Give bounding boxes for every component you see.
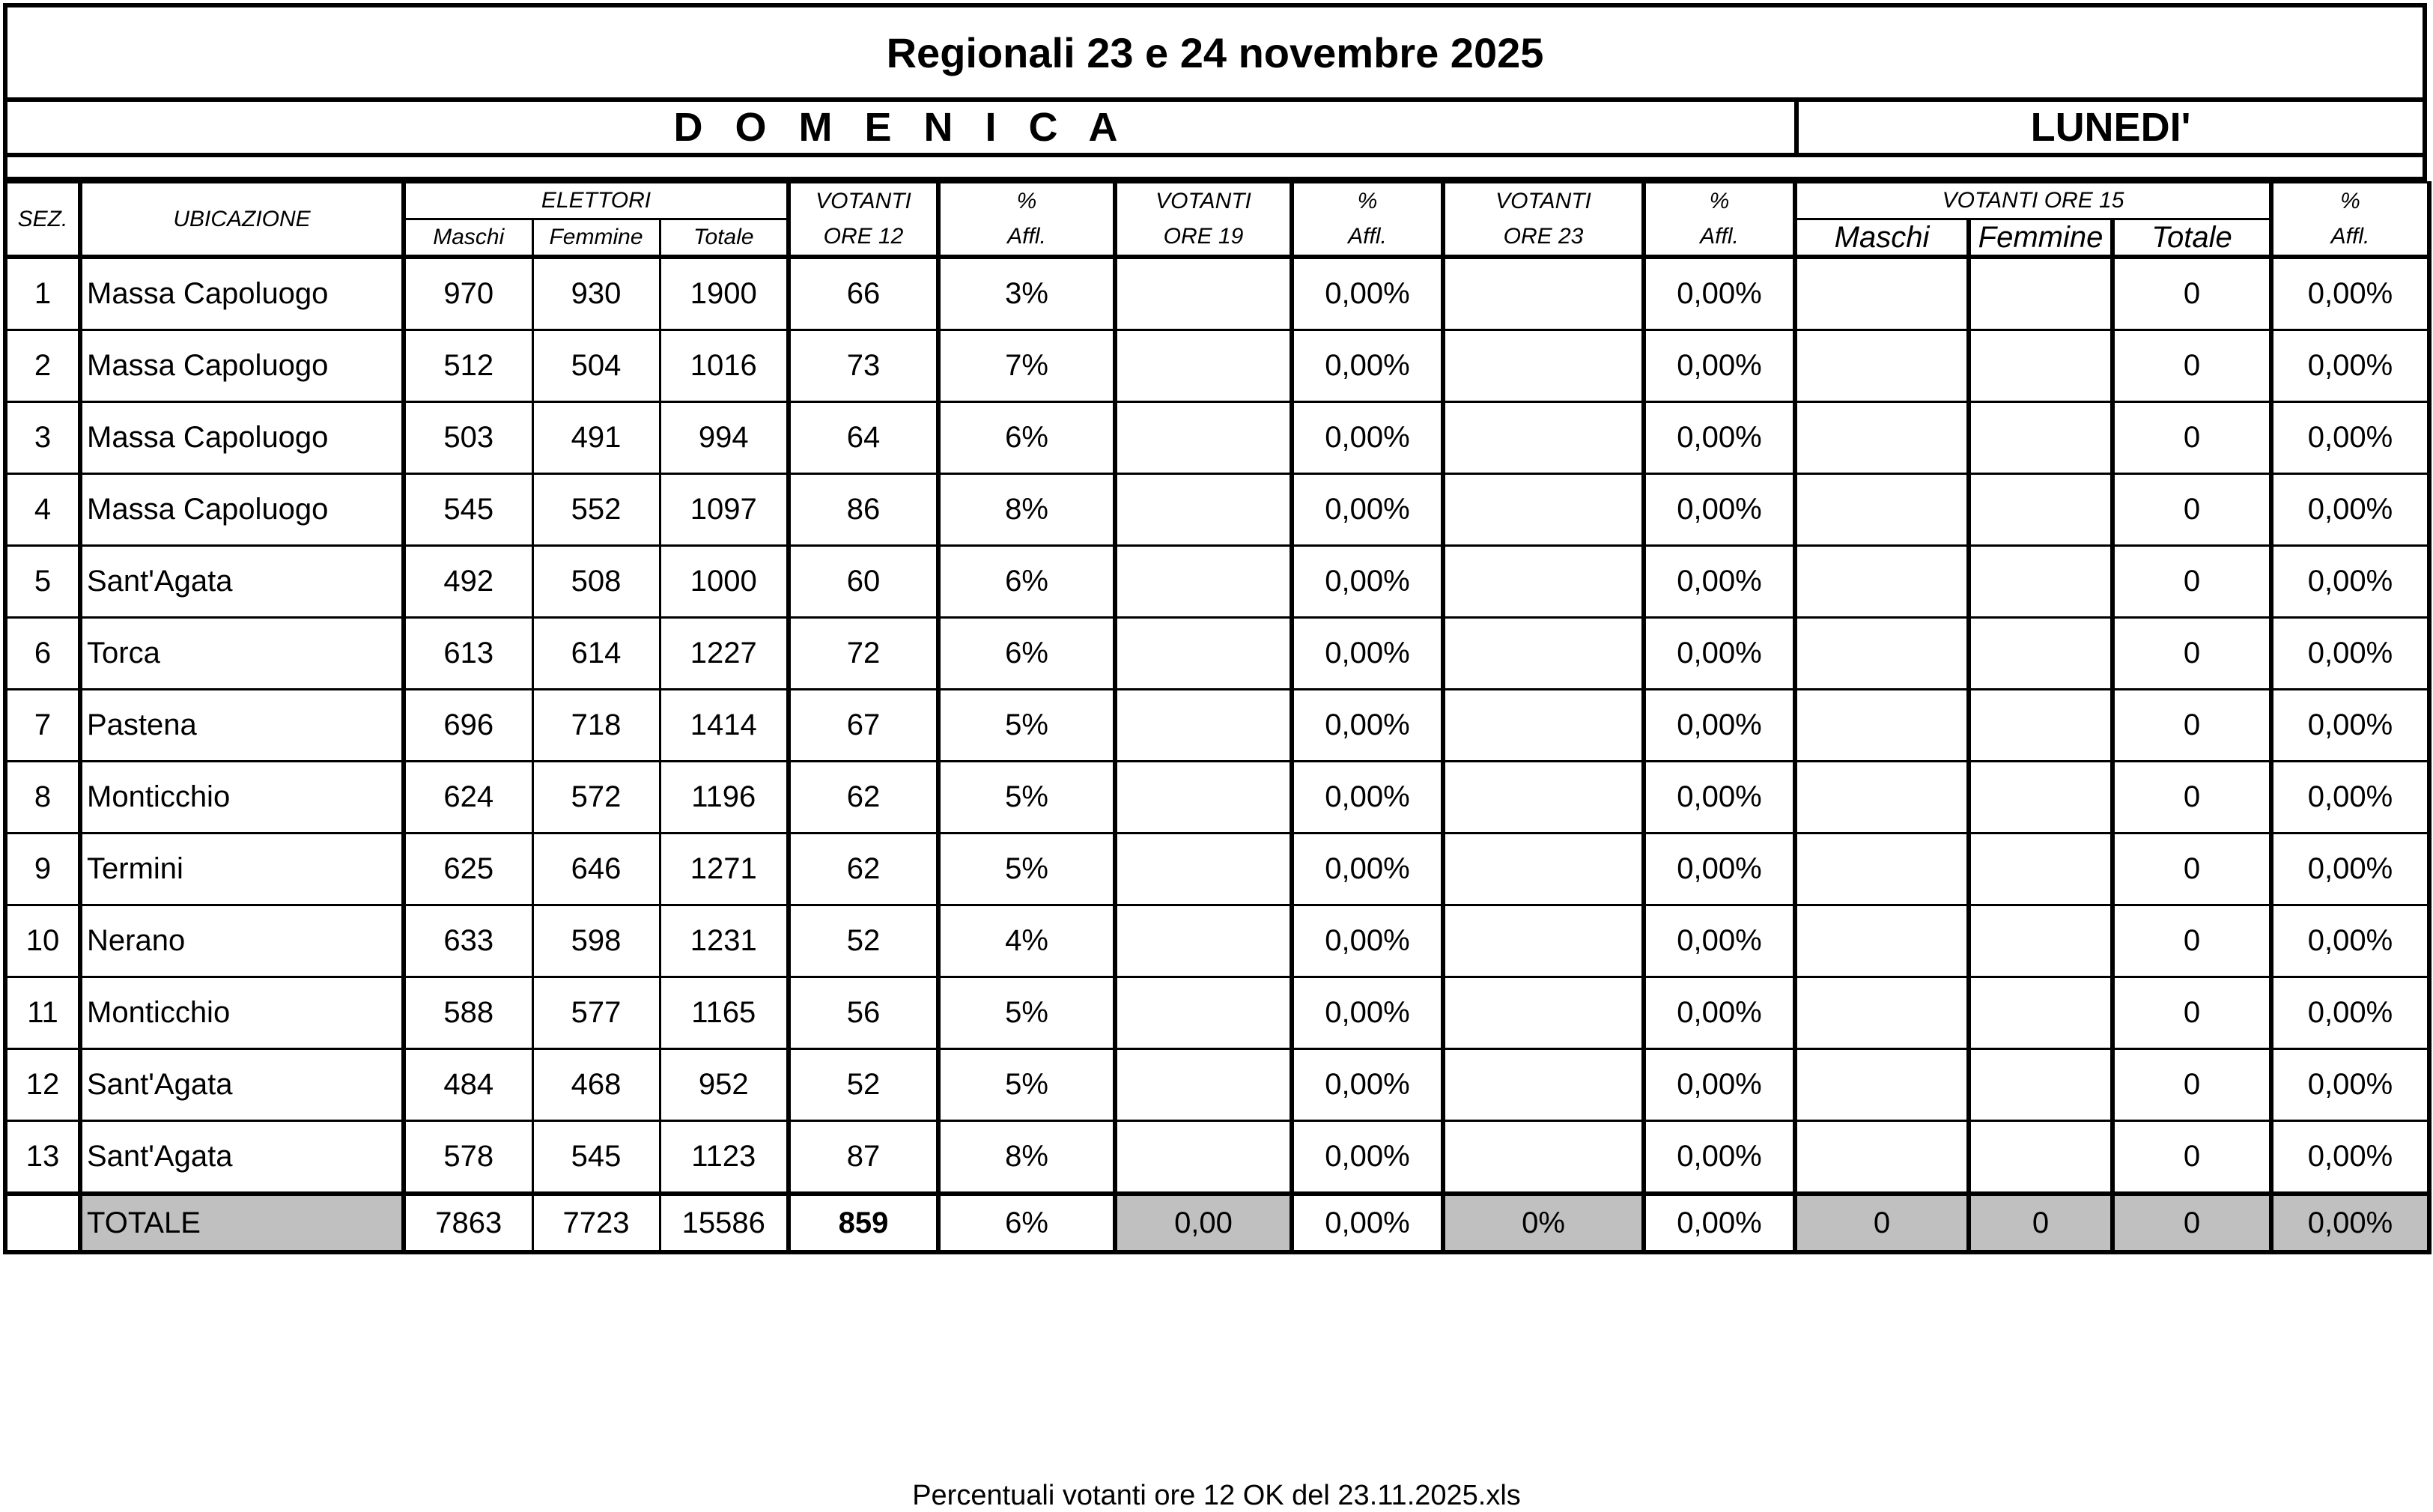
cell-total-pct-19: 0,00%	[1292, 1194, 1443, 1252]
cell-lunedi-totale: 0	[2112, 977, 2271, 1049]
cell-pct-19: 0,00%	[1292, 834, 1443, 905]
cell-sez: 7	[5, 690, 80, 762]
cell-ubicazione: Sant'Agata	[80, 1121, 404, 1194]
cell-total-label: TOTALE	[80, 1194, 404, 1252]
cell-lunedi-femmine	[1969, 618, 2112, 690]
cell-lunedi-femmine	[1969, 474, 2112, 546]
cell-pct-12: 6%	[938, 546, 1115, 618]
header-maschi: Maschi	[404, 219, 532, 258]
table-row	[5, 905, 2429, 977]
cell-lunedi-maschi	[1795, 1049, 1969, 1121]
footer-filename: Percentuali votanti ore 12 OK del 23.11.2025.xls	[912, 1480, 1521, 1511]
cell-pct-12: 8%	[938, 474, 1115, 546]
cell-votanti-23	[1443, 618, 1644, 690]
cell-pct-lunedi: 0,00%	[2271, 762, 2429, 834]
cell-maschi: 696	[404, 690, 532, 762]
cell-totale: 952	[660, 1049, 789, 1121]
cell-lunedi-femmine	[1969, 330, 2112, 402]
cell-lunedi-femmine	[1969, 834, 2112, 905]
cell-pct-12: 4%	[938, 905, 1115, 977]
cell-ubicazione: Massa Capoluogo	[80, 257, 404, 330]
cell-lunedi-femmine	[1969, 690, 2112, 762]
cell-pct-23: 0,00%	[1644, 905, 1795, 977]
cell-votanti-19	[1115, 1049, 1292, 1121]
cell-lunedi-totale: 0	[2112, 618, 2271, 690]
cell-pct-19: 0,00%	[1292, 762, 1443, 834]
cell-maschi: 503	[404, 402, 532, 474]
cell-femmine: 572	[532, 762, 660, 834]
cell-lunedi-totale: 0	[2112, 546, 2271, 618]
cell-total-pct-23: 0,00%	[1644, 1194, 1795, 1252]
cell-pct-12: 5%	[938, 690, 1115, 762]
cell-votanti-12: 56	[789, 977, 938, 1049]
cell-sez: 9	[5, 834, 80, 905]
cell-total-pct-12: 6%	[938, 1194, 1115, 1252]
cell-pct-12: 5%	[938, 977, 1115, 1049]
cell-pct-12: 6%	[938, 618, 1115, 690]
cell-maschi: 578	[404, 1121, 532, 1194]
cell-lunedi-totale: 0	[2112, 1049, 2271, 1121]
header-lunedi-totale: Totale	[2112, 219, 2271, 258]
cell-votanti-12: 64	[789, 402, 938, 474]
cell-totale: 1196	[660, 762, 789, 834]
cell-votanti-19	[1115, 690, 1292, 762]
cell-votanti-19	[1115, 905, 1292, 977]
cell-sez: 1	[5, 257, 80, 330]
cell-pct-23: 0,00%	[1644, 1121, 1795, 1194]
cell-ubicazione: Massa Capoluogo	[80, 402, 404, 474]
cell-total-votanti-12: 859	[789, 1194, 938, 1252]
table-row	[5, 1121, 2429, 1194]
cell-lunedi-maschi	[1795, 546, 1969, 618]
cell-votanti-12: 72	[789, 618, 938, 690]
cell-pct-19: 0,00%	[1292, 257, 1443, 330]
cell-lunedi-totale: 0	[2112, 1121, 2271, 1194]
turnout-table	[3, 181, 2432, 1254]
cell-ubicazione: Massa Capoluogo	[80, 330, 404, 402]
cell-pct-lunedi: 0,00%	[2271, 618, 2429, 690]
cell-pct-12: 5%	[938, 762, 1115, 834]
cell-votanti-12: 62	[789, 762, 938, 834]
cell-votanti-12: 52	[789, 1049, 938, 1121]
day-header-row	[3, 102, 2427, 157]
cell-totale: 1414	[660, 690, 789, 762]
cell-pct-12: 3%	[938, 257, 1115, 330]
cell-votanti-12: 60	[789, 546, 938, 618]
cell-pct-23: 0,00%	[1644, 690, 1795, 762]
cell-votanti-23	[1443, 977, 1644, 1049]
cell-pct-19: 0,00%	[1292, 690, 1443, 762]
cell-totale: 994	[660, 402, 789, 474]
header-totale: Totale	[660, 219, 789, 258]
cell-pct-lunedi: 0,00%	[2271, 257, 2429, 330]
cell-pct-23: 0,00%	[1644, 977, 1795, 1049]
header-ubicazione: UBICAZIONE	[80, 183, 404, 258]
cell-lunedi-femmine	[1969, 257, 2112, 330]
cell-femmine: 718	[532, 690, 660, 762]
totals-row	[5, 1194, 2429, 1252]
cell-votanti-19	[1115, 257, 1292, 330]
cell-votanti-12: 66	[789, 257, 938, 330]
page-title: Regionali 23 e 24 novembre 2025	[3, 3, 2427, 102]
header-ore23: ORE 23	[1443, 219, 1644, 258]
cell-votanti-23	[1443, 330, 1644, 402]
cell-pct-19: 0,00%	[1292, 618, 1443, 690]
cell-maschi: 484	[404, 1049, 532, 1121]
cell-sez: 4	[5, 474, 80, 546]
cell-lunedi-femmine	[1969, 762, 2112, 834]
cell-pct-lunedi: 0,00%	[2271, 546, 2429, 618]
cell-pct-lunedi: 0,00%	[2271, 330, 2429, 402]
header-pct-19: %	[1292, 183, 1443, 219]
table-row	[5, 690, 2429, 762]
cell-femmine: 545	[532, 1121, 660, 1194]
cell-pct-23: 0,00%	[1644, 546, 1795, 618]
header-lunedi-femmine: Femmine	[1969, 219, 2112, 258]
cell-votanti-12: 73	[789, 330, 938, 402]
cell-pct-19: 0,00%	[1292, 977, 1443, 1049]
cell-pct-23: 0,00%	[1644, 330, 1795, 402]
cell-totale: 1900	[660, 257, 789, 330]
header-femmine: Femmine	[532, 219, 660, 258]
cell-sez: 8	[5, 762, 80, 834]
table-row	[5, 977, 2429, 1049]
cell-lunedi-totale: 0	[2112, 402, 2271, 474]
cell-votanti-19	[1115, 834, 1292, 905]
cell-total-totale: 15586	[660, 1194, 789, 1252]
header-elettori: ELETTORI	[404, 183, 789, 219]
cell-pct-19: 0,00%	[1292, 330, 1443, 402]
header-affl-12: Affl.	[938, 219, 1115, 258]
cell-lunedi-maschi	[1795, 977, 1969, 1049]
cell-lunedi-maschi	[1795, 762, 1969, 834]
cell-sez: 2	[5, 330, 80, 402]
cell-votanti-19	[1115, 330, 1292, 402]
cell-lunedi-maschi	[1795, 402, 1969, 474]
cell-pct-lunedi: 0,00%	[2271, 1121, 2429, 1194]
cell-lunedi-totale: 0	[2112, 834, 2271, 905]
cell-total-pct-lunedi: 0,00%	[2271, 1194, 2429, 1252]
cell-lunedi-maschi	[1795, 474, 1969, 546]
cell-pct-12: 7%	[938, 330, 1115, 402]
cell-total-lunedi-femmine: 0	[1969, 1194, 2112, 1252]
cell-femmine: 646	[532, 834, 660, 905]
cell-lunedi-femmine	[1969, 1121, 2112, 1194]
cell-femmine: 577	[532, 977, 660, 1049]
cell-votanti-19	[1115, 546, 1292, 618]
cell-lunedi-totale: 0	[2112, 257, 2271, 330]
cell-votanti-23	[1443, 1121, 1644, 1194]
spacer-row	[3, 157, 2427, 181]
header-sez: SEZ.	[5, 183, 80, 258]
cell-pct-23: 0,00%	[1644, 618, 1795, 690]
cell-pct-lunedi: 0,00%	[2271, 977, 2429, 1049]
cell-lunedi-maschi	[1795, 257, 1969, 330]
cell-lunedi-femmine	[1969, 402, 2112, 474]
cell-pct-lunedi: 0,00%	[2271, 1049, 2429, 1121]
cell-lunedi-femmine	[1969, 905, 2112, 977]
cell-femmine: 491	[532, 402, 660, 474]
cell-pct-19: 0,00%	[1292, 474, 1443, 546]
cell-pct-23: 0,00%	[1644, 402, 1795, 474]
cell-pct-lunedi: 0,00%	[2271, 905, 2429, 977]
cell-pct-23: 0,00%	[1644, 474, 1795, 546]
cell-ubicazione: Torca	[80, 618, 404, 690]
table-row	[5, 618, 2429, 690]
cell-votanti-19	[1115, 474, 1292, 546]
cell-votanti-12: 52	[789, 905, 938, 977]
cell-lunedi-femmine	[1969, 1049, 2112, 1121]
cell-total-votanti-19: 0,00	[1115, 1194, 1292, 1252]
cell-votanti-23	[1443, 834, 1644, 905]
cell-votanti-12: 86	[789, 474, 938, 546]
cell-maschi: 970	[404, 257, 532, 330]
header-pct-23: %	[1644, 183, 1795, 219]
cell-maschi: 545	[404, 474, 532, 546]
cell-lunedi-totale: 0	[2112, 905, 2271, 977]
table-row	[5, 762, 2429, 834]
cell-sez: 3	[5, 402, 80, 474]
cell-pct-23: 0,00%	[1644, 257, 1795, 330]
cell-pct-12: 5%	[938, 1049, 1115, 1121]
cell-femmine: 930	[532, 257, 660, 330]
cell-lunedi-totale: 0	[2112, 474, 2271, 546]
header-pct-12: %	[938, 183, 1115, 219]
cell-pct-lunedi: 0,00%	[2271, 834, 2429, 905]
cell-totale: 1165	[660, 977, 789, 1049]
header-affl-23: Affl.	[1644, 219, 1795, 258]
cell-femmine: 468	[532, 1049, 660, 1121]
cell-pct-12: 6%	[938, 402, 1115, 474]
cell-ubicazione: Termini	[80, 834, 404, 905]
cell-votanti-19	[1115, 618, 1292, 690]
cell-totale: 1097	[660, 474, 789, 546]
cell-total-lunedi-totale: 0	[2112, 1194, 2271, 1252]
cell-pct-19: 0,00%	[1292, 546, 1443, 618]
cell-pct-19: 0,00%	[1292, 1049, 1443, 1121]
cell-lunedi-totale: 0	[2112, 690, 2271, 762]
cell-totale: 1000	[660, 546, 789, 618]
cell-sez: 12	[5, 1049, 80, 1121]
cell-femmine: 614	[532, 618, 660, 690]
table-row	[5, 330, 2429, 402]
cell-sez: 5	[5, 546, 80, 618]
cell-lunedi-totale: 0	[2112, 330, 2271, 402]
cell-lunedi-maschi	[1795, 690, 1969, 762]
header-votanti-12: VOTANTI	[789, 183, 938, 219]
cell-pct-lunedi: 0,00%	[2271, 402, 2429, 474]
cell-total-maschi: 7863	[404, 1194, 532, 1252]
cell-maschi: 633	[404, 905, 532, 977]
cell-ubicazione: Monticchio	[80, 762, 404, 834]
cell-totale: 1227	[660, 618, 789, 690]
cell-votanti-23	[1443, 474, 1644, 546]
cell-lunedi-femmine	[1969, 546, 2112, 618]
header-ore12: ORE 12	[789, 219, 938, 258]
header-affl-lunedi: Affl.	[2271, 219, 2429, 258]
cell-pct-19: 0,00%	[1292, 1121, 1443, 1194]
cell-totale: 1271	[660, 834, 789, 905]
cell-votanti-23	[1443, 546, 1644, 618]
cell-votanti-19	[1115, 762, 1292, 834]
header-votanti-19: VOTANTI	[1115, 183, 1292, 219]
header-lunedi-maschi: Maschi	[1795, 219, 1969, 258]
header-affl-19: Affl.	[1292, 219, 1443, 258]
cell-lunedi-maschi	[1795, 1121, 1969, 1194]
cell-femmine: 508	[532, 546, 660, 618]
cell-maschi: 492	[404, 546, 532, 618]
header-votanti-23: VOTANTI	[1443, 183, 1644, 219]
cell-votanti-23	[1443, 1049, 1644, 1121]
cell-lunedi-totale: 0	[2112, 762, 2271, 834]
day-label-domenica: D O M E N I C A	[673, 105, 1129, 150]
cell-total-femmine: 7723	[532, 1194, 660, 1252]
cell-maschi: 625	[404, 834, 532, 905]
cell-ubicazione: Monticchio	[80, 977, 404, 1049]
cell-votanti-12: 62	[789, 834, 938, 905]
cell-sez: 13	[5, 1121, 80, 1194]
cell-votanti-19	[1115, 402, 1292, 474]
table-row	[5, 402, 2429, 474]
cell-totale: 1123	[660, 1121, 789, 1194]
cell-votanti-23	[1443, 402, 1644, 474]
cell-lunedi-maschi	[1795, 834, 1969, 905]
table-row	[5, 1049, 2429, 1121]
cell-pct-23: 0,00%	[1644, 762, 1795, 834]
cell-lunedi-femmine	[1969, 977, 2112, 1049]
cell-ubicazione: Nerano	[80, 905, 404, 977]
table-row	[5, 546, 2429, 618]
cell-votanti-23	[1443, 257, 1644, 330]
cell-pct-12: 8%	[938, 1121, 1115, 1194]
table-row	[5, 474, 2429, 546]
cell-totale: 1016	[660, 330, 789, 402]
cell-ubicazione: Sant'Agata	[80, 546, 404, 618]
cell-pct-23: 0,00%	[1644, 1049, 1795, 1121]
day-label-lunedi: LUNEDI'	[1794, 102, 2423, 153]
cell-lunedi-maschi	[1795, 905, 1969, 977]
header-ore19: ORE 19	[1115, 219, 1292, 258]
cell-pct-19: 0,00%	[1292, 905, 1443, 977]
table-row	[5, 257, 2429, 330]
cell-ubicazione: Sant'Agata	[80, 1049, 404, 1121]
header-pct-lunedi: %	[2271, 183, 2429, 219]
cell-total-lunedi-maschi: 0	[1795, 1194, 1969, 1252]
cell-ubicazione: Massa Capoluogo	[80, 474, 404, 546]
cell-femmine: 552	[532, 474, 660, 546]
cell-ubicazione: Pastena	[80, 690, 404, 762]
cell-votanti-12: 67	[789, 690, 938, 762]
cell-votanti-23	[1443, 762, 1644, 834]
table-row	[5, 834, 2429, 905]
cell-votanti-23	[1443, 905, 1644, 977]
cell-votanti-19	[1115, 977, 1292, 1049]
cell-maschi: 588	[404, 977, 532, 1049]
cell-lunedi-maschi	[1795, 618, 1969, 690]
cell-sez: 11	[5, 977, 80, 1049]
cell-femmine: 504	[532, 330, 660, 402]
cell-femmine: 598	[532, 905, 660, 977]
cell-pct-lunedi: 0,00%	[2271, 474, 2429, 546]
cell-sez: 10	[5, 905, 80, 977]
header-votanti-ore15: VOTANTI ORE 15	[1795, 183, 2271, 219]
cell-pct-12: 5%	[938, 834, 1115, 905]
cell-maschi: 512	[404, 330, 532, 402]
cell-total-sez	[5, 1194, 80, 1252]
cell-pct-23: 0,00%	[1644, 834, 1795, 905]
cell-votanti-23	[1443, 690, 1644, 762]
cell-totale: 1231	[660, 905, 789, 977]
cell-votanti-19	[1115, 1121, 1292, 1194]
cell-maschi: 613	[404, 618, 532, 690]
cell-votanti-12: 87	[789, 1121, 938, 1194]
cell-pct-lunedi: 0,00%	[2271, 690, 2429, 762]
cell-sez: 6	[5, 618, 80, 690]
cell-maschi: 624	[404, 762, 532, 834]
cell-lunedi-maschi	[1795, 330, 1969, 402]
cell-total-votanti-23: 0%	[1443, 1194, 1644, 1252]
cell-pct-19: 0,00%	[1292, 402, 1443, 474]
